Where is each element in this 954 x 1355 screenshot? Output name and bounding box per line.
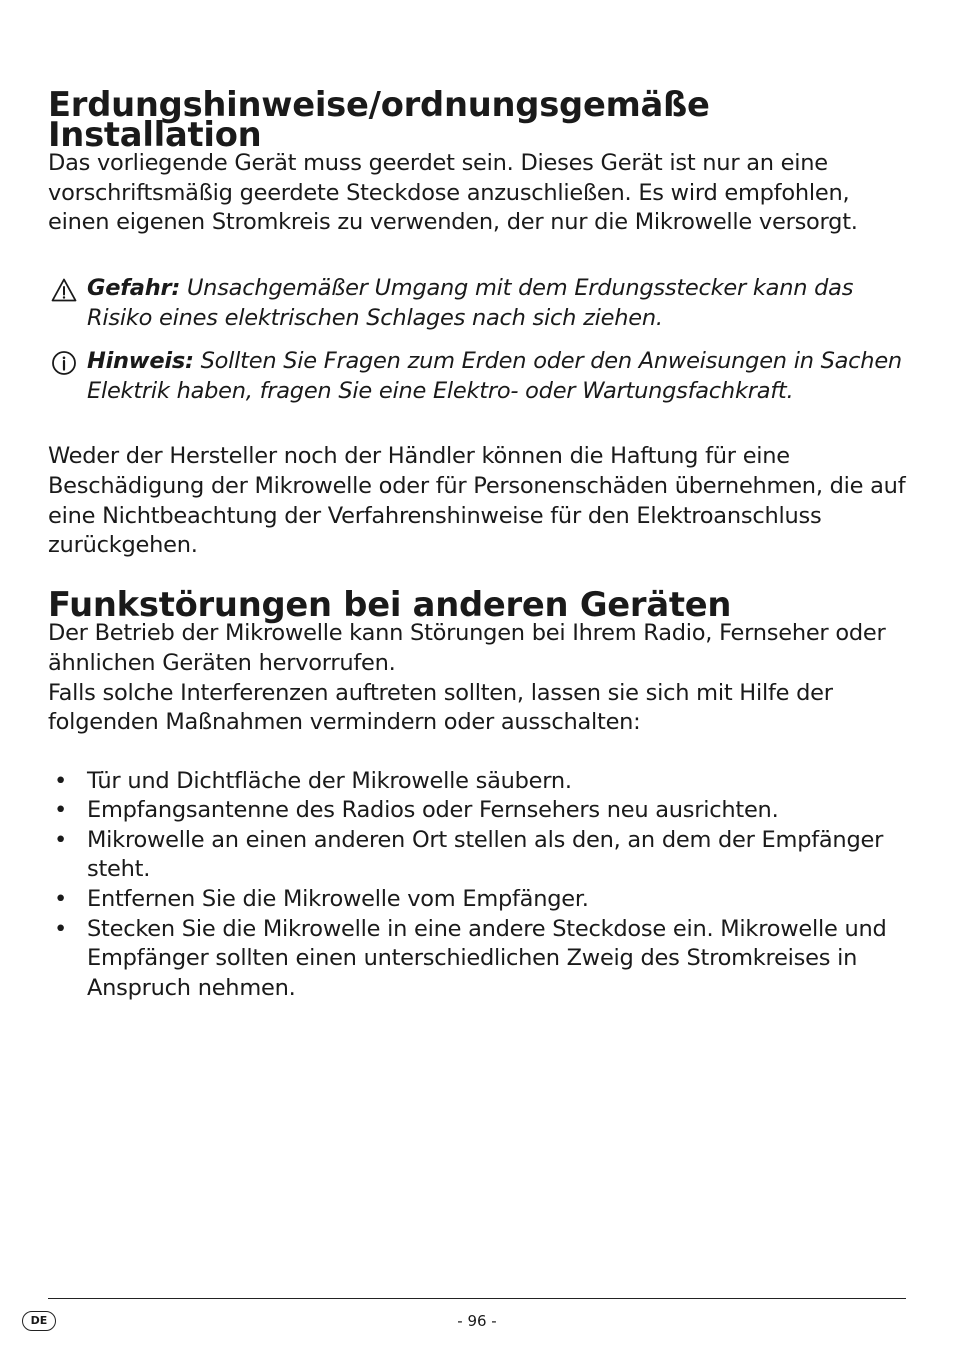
interference-paragraph-1: Der Betrieb der Mikrowelle kann Störungen bei Ihrem Radio, Fernseher oder ähnlichen Geräten hervorrufen. [48,620,886,676]
liability-paragraph: Weder der Hersteller noch der Händler können die Haftung für eine Beschädigung der Mikrowelle oder für Personenschäden übernehmen, die auf eine Nichtbeachtung der Verfahrenshinweise für den Elektroanschluss zurückgehen. [48,443,906,559]
section-heading-grounding: Erdungshinweise/ordnungsgemäße Installation [48,85,710,154]
list-item: • Stecken Sie die Mikrowelle in eine andere Steckdose ein. Mikrowelle und Empfänger sollten einen unterschiedlichen Zweig des Stromkreises in Anspruch nehmen. [48,915,908,1004]
footer-divider [48,1298,906,1299]
danger-notice [48,274,908,333]
language-badge: DE [22,1311,56,1331]
list-item: • Tür und Dichtfläche der Mikrowelle säubern. [48,767,908,797]
remedy-list [48,767,908,1004]
note-notice [48,347,908,406]
danger-text: Unsachgemäßer Umgang mit dem Erdungsstecker kann das Risiko eines elektrischen Schlages nach sich ziehen. [87,274,854,331]
list-item: • Entfernen Sie die Mikrowelle vom Empfänger. [48,885,908,915]
list-item: • Empfangsantenne des Radios oder Fernsehers neu ausrichten. [48,796,908,826]
page-number: - 96 - [457,1312,497,1330]
interference-paragraph-2: Falls solche Interferenzen auftreten sollten, lassen sie sich mit Hilfe der folgenden Maßnahmen vermindern oder ausschalten: [48,679,833,736]
warning-triangle-icon [51,277,77,303]
grounding-paragraph: Das vorliegende Gerät muss geerdet sein. Dieses Gerät ist nur an eine vorschriftsmäßig geerdete Steckdose anzuschließen. Es wird empfohlen, einen eigenen Stromkreis zu verwenden, der nur die Mikrowelle versorgt. [48,150,858,236]
list-item: • Mikrowelle an einen anderen Ort stellen als den, an dem der Empfänger steht. [48,826,908,885]
danger-label: Gefahr: [87,274,181,301]
note-label: Hinweis: [87,348,194,375]
info-circle-icon [51,350,77,376]
note-text: Sollten Sie Fragen zum Erden oder den Anweisungen in Sachen Elektrik haben, fragen Sie eine Elektro- oder Wartungsfachkraft. [87,348,902,404]
section-heading-interference: Funkstörungen bei anderen Geräten [48,584,732,624]
page-content [48,85,908,1003]
